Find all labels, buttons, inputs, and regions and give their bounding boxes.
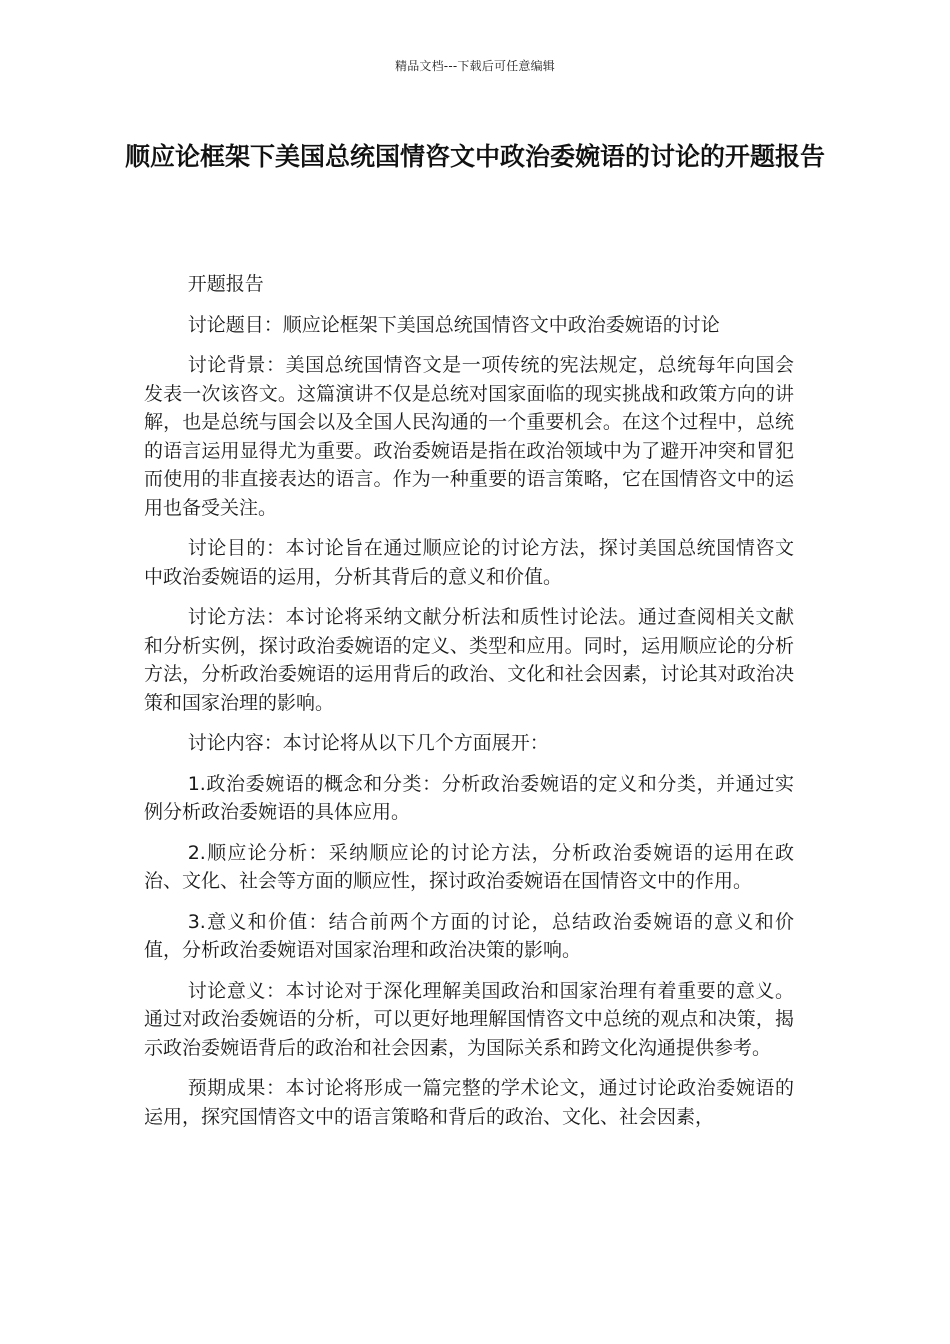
paragraph-significance: 讨论意义：本讨论对于深化理解美国政治和国家治理有着重要的意义。通过对政治委婉语的分析，可以更好地理解国情咨文中总统的观点和决策，揭示政治委婉语背后的政治和社会因素，为国际关系和跨文化沟通提供参考。 (144, 979, 794, 1059)
document-title: 顺应论框架下美国总统国情咨文中政治委婉语的讨论的开题报告 (124, 142, 825, 171)
paragraph-purpose: 讨论目的：本讨论旨在通过顺应论的讨论方法，探讨美国总统国情咨文中政治委婉语的运用，分析其背后的意义和价值。 (144, 537, 794, 588)
paragraph-background: 讨论背景：美国总统国情咨文是一项传统的宪法规定，总统每年向国会发表一次该咨文。这篇演讲不仅是总统对国家面临的现实挑战和政策方向的讲解，也是总统与国会以及全国人民沟通的一个重要机会。在这个过程中，总统的语言运用显得尤为重要。政治委婉语是指在政治领域中为了避开冲突和冒犯而使用的非直接表达的语言。作为一种重要的语言策略，它在国情咨文中的运用也备受关注。 (144, 354, 794, 519)
paragraph-content: 讨论内容：本讨论将从以下几个方面展开： (187, 732, 549, 754)
header-note: 精品文档---下载后可任意编辑 (395, 59, 555, 73)
paragraph-heading: 开题报告 (187, 273, 264, 295)
paragraph-item-3: 3.意义和价值：结合前两个方面的讨论，总结政治委婉语的意义和价值，分析政治委婉语对国家治理和政治决策的影响。 (144, 910, 794, 961)
document-body (144, 270, 794, 1143)
paragraph-method: 讨论方法：本讨论将采纳文献分析法和质性讨论法。通过查阅相关文献和分析实例，探讨政治委婉语的定义、类型和应用。同时，运用顺应论的分析方法，分析政治委婉语的运用背后的政治、文化和社会因素，讨论其对政治决策和国家治理的影响。 (144, 606, 794, 714)
paragraph-expected-results: 预期成果：本讨论将形成一篇完整的学术论文，通过讨论政治委婉语的运用，探究国情咨文中的语言策略和背后的政治、文化、社会因素， (144, 1077, 794, 1128)
paragraph-item-1: 1.政治委婉语的概念和分类：分析政治委婉语的定义和分类，并通过实例分析政治委婉语的具体应用。 (144, 772, 794, 823)
paragraph-topic: 讨论题目：顺应论框架下美国总统国情咨文中政治委婉语的讨论 (187, 313, 720, 336)
paragraph-item-2: 2.顺应论分析：采纳顺应论的讨论方法，分析政治委婉语的运用在政治、文化、社会等方面的顺应性，探讨政治委婉语在国情咨文中的作用。 (144, 841, 794, 892)
